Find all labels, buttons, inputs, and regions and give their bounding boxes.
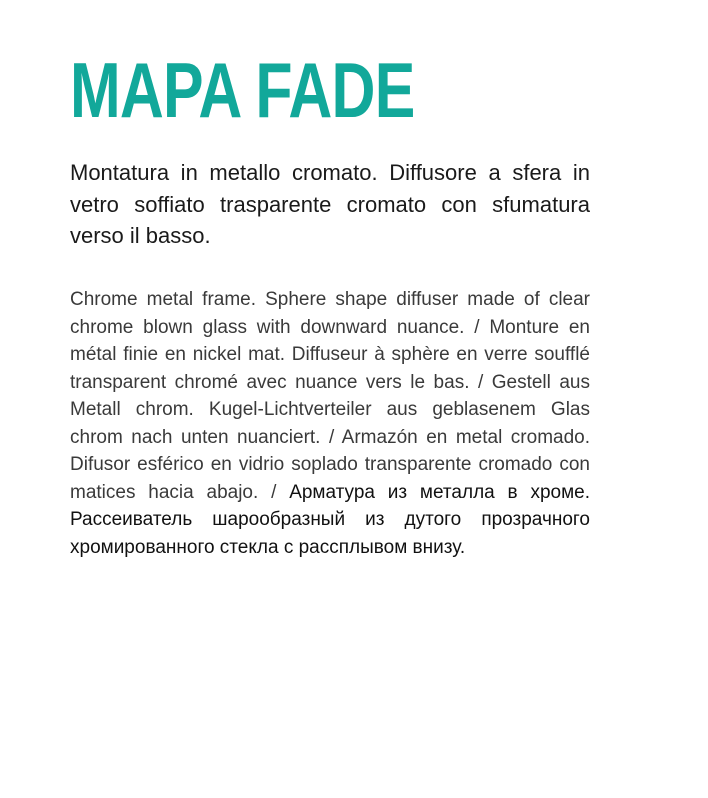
multilingual-description-text: Chrome metal frame. Sphere shape diffuser made of clear chrome blown glass with downward nuance. / Monture en métal finie en nickel mat. Diffuseur à sphère en verre soufflé transparent chromé avec nuance vers le bas. / Gestell aus Metall chrom. Kugel-Lichtverteiler aus geblasenem Glas chrom nach unten nuanciert. / Armazón en metal cromado. Difusor esférico en vidrio soplado transparente cromado con matices hacia abajo. / — [70, 289, 590, 503]
multilingual-description — [70, 286, 590, 561]
product-title: MAPA FADE — [70, 46, 415, 134]
russian-description-text: Арматура из металла в хроме. Рассеиватель шарообразный из дутого прозрачного хромированного стекла с расcплывом внизу. — [70, 481, 590, 558]
italian-description: Montatura in metallo cromato. Diffusore a sfera in vetro soffiato trasparente cromato con sfumatura verso il basso. — [70, 160, 590, 248]
